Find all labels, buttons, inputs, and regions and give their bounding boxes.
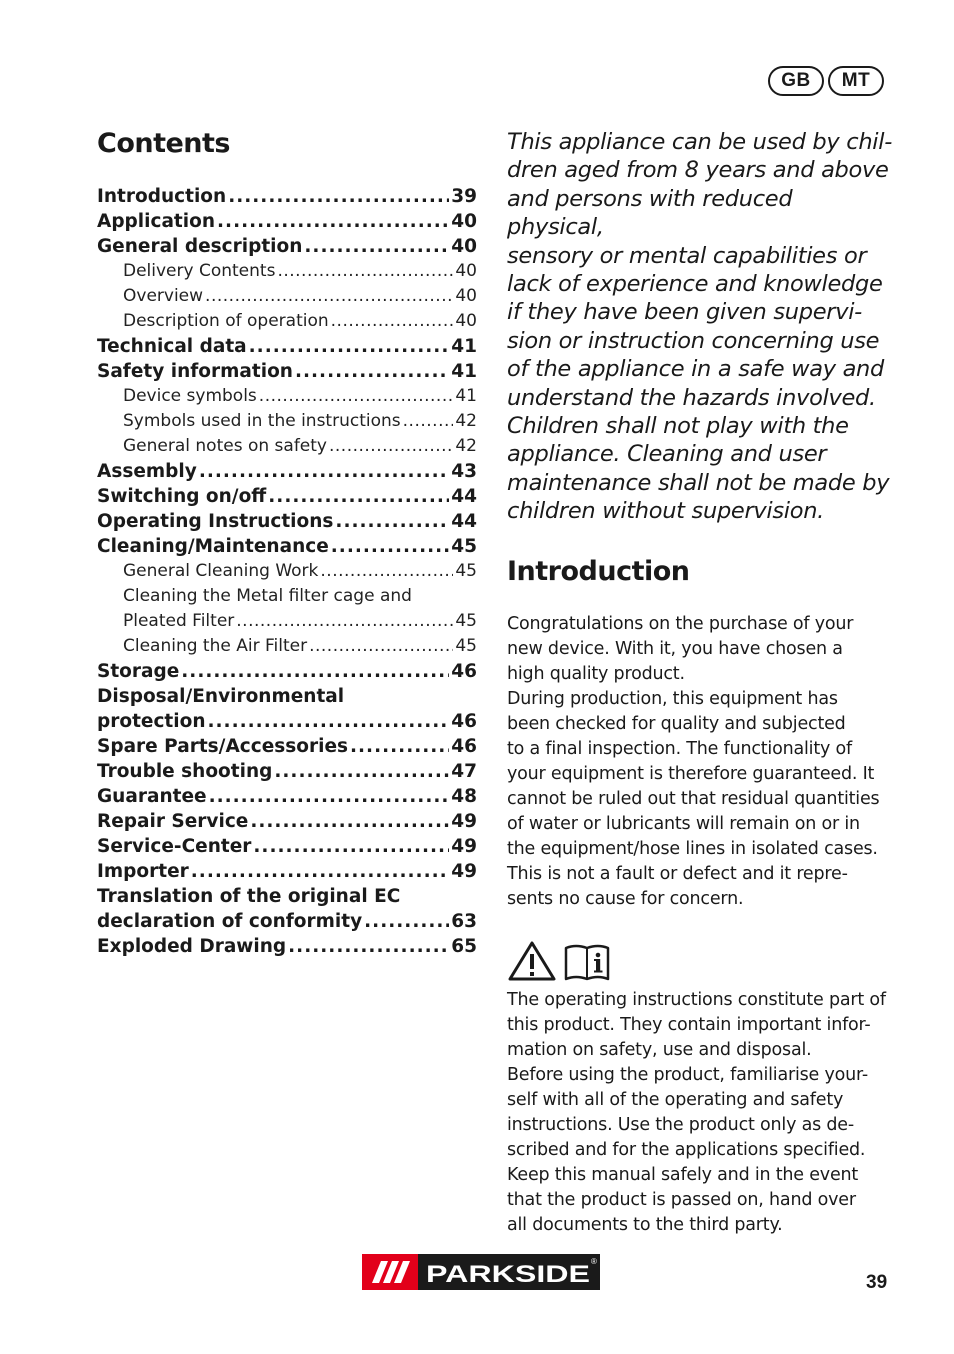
toc-entry-description-of-operation[interactable]: Description of operation ..... 40 (97, 309, 477, 334)
toc-entry-introduction[interactable]: Introduction ..... 39 (97, 184, 477, 209)
toc-entry-importer[interactable]: Importer ..... 49 (97, 859, 477, 884)
toc-entry-cleaning-maintenance[interactable]: Cleaning/Maintenance ..... 45 (97, 534, 477, 559)
toc-entry-symbols-used[interactable]: Symbols used in the instructions ..... 42 (97, 409, 477, 434)
language-badge-mt: MT (828, 66, 884, 96)
table-of-contents (97, 128, 477, 959)
toc-entry-trouble-shooting[interactable]: Trouble shooting ..... 47 (97, 759, 477, 784)
toc-entry-disposal-line1[interactable]: Disposal/Environmental (97, 686, 345, 707)
toc-list (97, 184, 477, 959)
logo-registered-mark: ® (591, 1257, 597, 1266)
language-badges (768, 66, 884, 96)
introduction-paragraph-1: Congratulations on the purchase of your new device. With it, you have chosen a high quality product. During production, this equipment has been checked for quality and subjected to a final inspection. The functionality of your equipment is therefore guaranteed. It cannot be ruled out that residual quantities of water or lubricants will remain on or in the equipment/hose lines in isolated cases. This is not a fault or defect and it repre- sents no cause for concern. (507, 613, 880, 909)
read-manual-icon (563, 942, 611, 982)
toc-entry-repair-service[interactable]: Repair Service ..... 49 (97, 809, 477, 834)
toc-entry-application[interactable]: Application ..... 40 (97, 209, 477, 234)
introduction-paragraph-2: The operating instructions constitute part of this product. They contain important infor- mation on safety, use and disposal. Before using the product, familiarise your- self with all of the operating and safety instructions. Use the product only as de- scribed and for the applications specified. Keep this manual safely and in the event that the product is passed on, hand over all documents to the third party. (507, 989, 886, 1235)
toc-entry-guarantee[interactable]: Guarantee ..... 48 (97, 784, 477, 809)
introduction-heading: Introduction (507, 555, 690, 587)
toc-entry-device-symbols[interactable]: Device symbols ..... 41 (97, 384, 477, 409)
toc-entry-safety-information[interactable]: Safety information ..... 41 (97, 359, 477, 384)
warning-triangle-icon (507, 940, 557, 982)
toc-entry-general-cleaning-work[interactable]: General Cleaning Work ..... 45 (97, 559, 477, 584)
toc-entry-exploded-drawing[interactable]: Exploded Drawing ..... 65 (97, 934, 477, 959)
toc-entry-storage[interactable]: Storage ..... 46 (97, 659, 477, 684)
toc-entry-cleaning-metal-filter-line1[interactable]: Cleaning the Metal filter cage and (123, 586, 412, 606)
toc-entry-assembly[interactable]: Assembly ..... 43 (97, 459, 477, 484)
toc-entry-switching-on-off[interactable]: Switching on/off ..... 44 (97, 484, 477, 509)
toc-entry-technical-data[interactable]: Technical data ..... 41 (97, 334, 477, 359)
toc-entry-disposal-line2[interactable]: protection ..... 46 (97, 709, 477, 734)
safety-icons (507, 938, 892, 982)
contents-heading: Contents (97, 128, 231, 159)
toc-entry-operating-instructions[interactable]: Operating Instructions ..... 44 (97, 509, 477, 534)
toc-entry-overview[interactable]: Overview ..... 40 (97, 284, 477, 309)
toc-entry-delivery-contents[interactable]: Delivery Contents ..... 40 (97, 259, 477, 284)
toc-entry-spare-parts[interactable]: Spare Parts/Accessories ..... 46 (97, 734, 477, 759)
logo-brand-text: PARKSIDE (426, 1261, 590, 1288)
toc-entry-translation-line2[interactable]: declaration of conformity ..... 63 (97, 909, 477, 934)
right-column (507, 128, 892, 1238)
page-number: 39 (866, 1272, 888, 1293)
language-badge-gb: GB (768, 66, 824, 96)
toc-entry-service-center[interactable]: Service-Center ..... 49 (97, 834, 477, 859)
toc-entry-translation-line1[interactable]: Translation of the original EC (97, 886, 401, 907)
toc-entry-cleaning-metal-filter-line2[interactable]: Pleated Filter ..... 45 (97, 609, 477, 634)
safety-warning-text: This appliance can be used by chil- dren aged from 8 years and above and persons with reduced physical, sensory or mental capabilities or lack of experience and knowledge if they have been given supervi- sion or instruction concerning use of the appliance in a safe way and understand the hazards involved. Children shall not play with the appliance. Cleaning and user maintenance shall not be made by children without supervision. (507, 129, 893, 525)
toc-entry-general-description[interactable]: General description ..... 40 (97, 234, 477, 259)
toc-entry-general-notes-on-safety[interactable]: General notes on safety ..... 42 (97, 434, 477, 459)
toc-entry-cleaning-air-filter[interactable]: Cleaning the Air Filter ..... 45 (97, 634, 477, 659)
parkside-logo (362, 1254, 600, 1290)
